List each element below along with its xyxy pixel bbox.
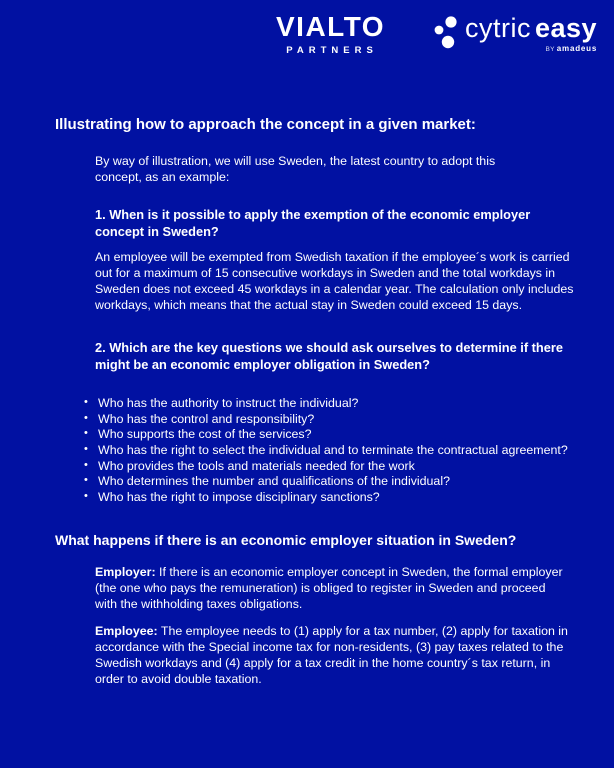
vialto-logo-name: VIALTO xyxy=(276,11,386,42)
page-title: Illustrating how to approach the concept in a given market: xyxy=(55,116,476,133)
list-item xyxy=(84,490,590,506)
list-item xyxy=(84,474,590,490)
employee-text: The employee needs to (1) apply for a tax number, (2) apply for taxation in accordance with the Special income tax for non-residents, (3) pay taxes related to the Swedish workdays and (4) apply for a tax credit in the home country´s tax return, in order to avoid double taxation. xyxy=(95,624,568,687)
cytric-logo-suffix: easy xyxy=(535,13,598,43)
list-item xyxy=(84,412,590,428)
bullet-text: Who determines the number and qualifications of the individual? xyxy=(98,474,450,489)
section1-heading: 1. When is it possible to apply the exemption of the economic employer concept in Sweden? xyxy=(95,207,531,239)
bullet-text: Who has the right to impose disciplinary sanctions? xyxy=(98,489,380,504)
list-item xyxy=(84,443,590,459)
cytric-logo-text xyxy=(465,12,597,53)
cytric-easy-logo xyxy=(430,12,597,54)
section1-body: An employee will be exempted from Swedish taxation if the employee´s work is carried out for a maximum of 15 consecutive workdays in Sweden and the total workdays in Sweden does not exceed 45 workdays in a calendar year. The calculation only includes workdays, which means that the actual stay in Sweden could exceed 15 days. xyxy=(95,250,574,313)
byline-prefix: BY xyxy=(545,46,555,54)
vialto-logo-subname: PARTNERS xyxy=(286,45,378,56)
cytric-byline xyxy=(465,44,597,53)
key-questions-list xyxy=(84,396,590,505)
list-item xyxy=(84,427,590,443)
employee-paragraph xyxy=(95,623,573,688)
section2-heading: 2. Which are the key questions we should ask ourselves to determine if there might be an economic employer obligation in Sweden? xyxy=(95,340,563,372)
bullet-text: Who has the control and responsibility? xyxy=(98,411,315,426)
section3-heading: What happens if there is an economic employer situation in Sweden? xyxy=(55,532,517,548)
cytric-logo-name: cytric xyxy=(465,13,531,43)
cytric-wordmark xyxy=(465,12,597,44)
list-item xyxy=(84,396,590,412)
employer-text: If there is an economic employer concept in Sweden, the formal employer (the one who pays the remuneration) is obliged to register in Sweden and proceed with the withholding taxes obligations. xyxy=(95,565,563,612)
employer-label: Employer: xyxy=(95,565,156,579)
employee-label: Employee: xyxy=(95,624,158,638)
bullet-text: Who has the right to select the individual and to terminate the contractual agreement? xyxy=(98,442,568,457)
list-item xyxy=(84,459,590,475)
vialto-partners-logo xyxy=(276,13,385,56)
bullet-text: Who supports the cost of the services? xyxy=(98,427,312,442)
bullet-text: Who has the authority to instruct the individual? xyxy=(98,396,359,410)
employer-paragraph xyxy=(95,564,565,612)
three-dots-icon xyxy=(430,12,462,54)
bullet-text: Who provides the tools and materials needed for the work xyxy=(98,458,415,473)
amadeus-brand: amadeus xyxy=(556,44,598,54)
intro-paragraph: By way of illustration, we will use Sweden, the latest country to adopt this concept, as an example: xyxy=(95,154,496,185)
